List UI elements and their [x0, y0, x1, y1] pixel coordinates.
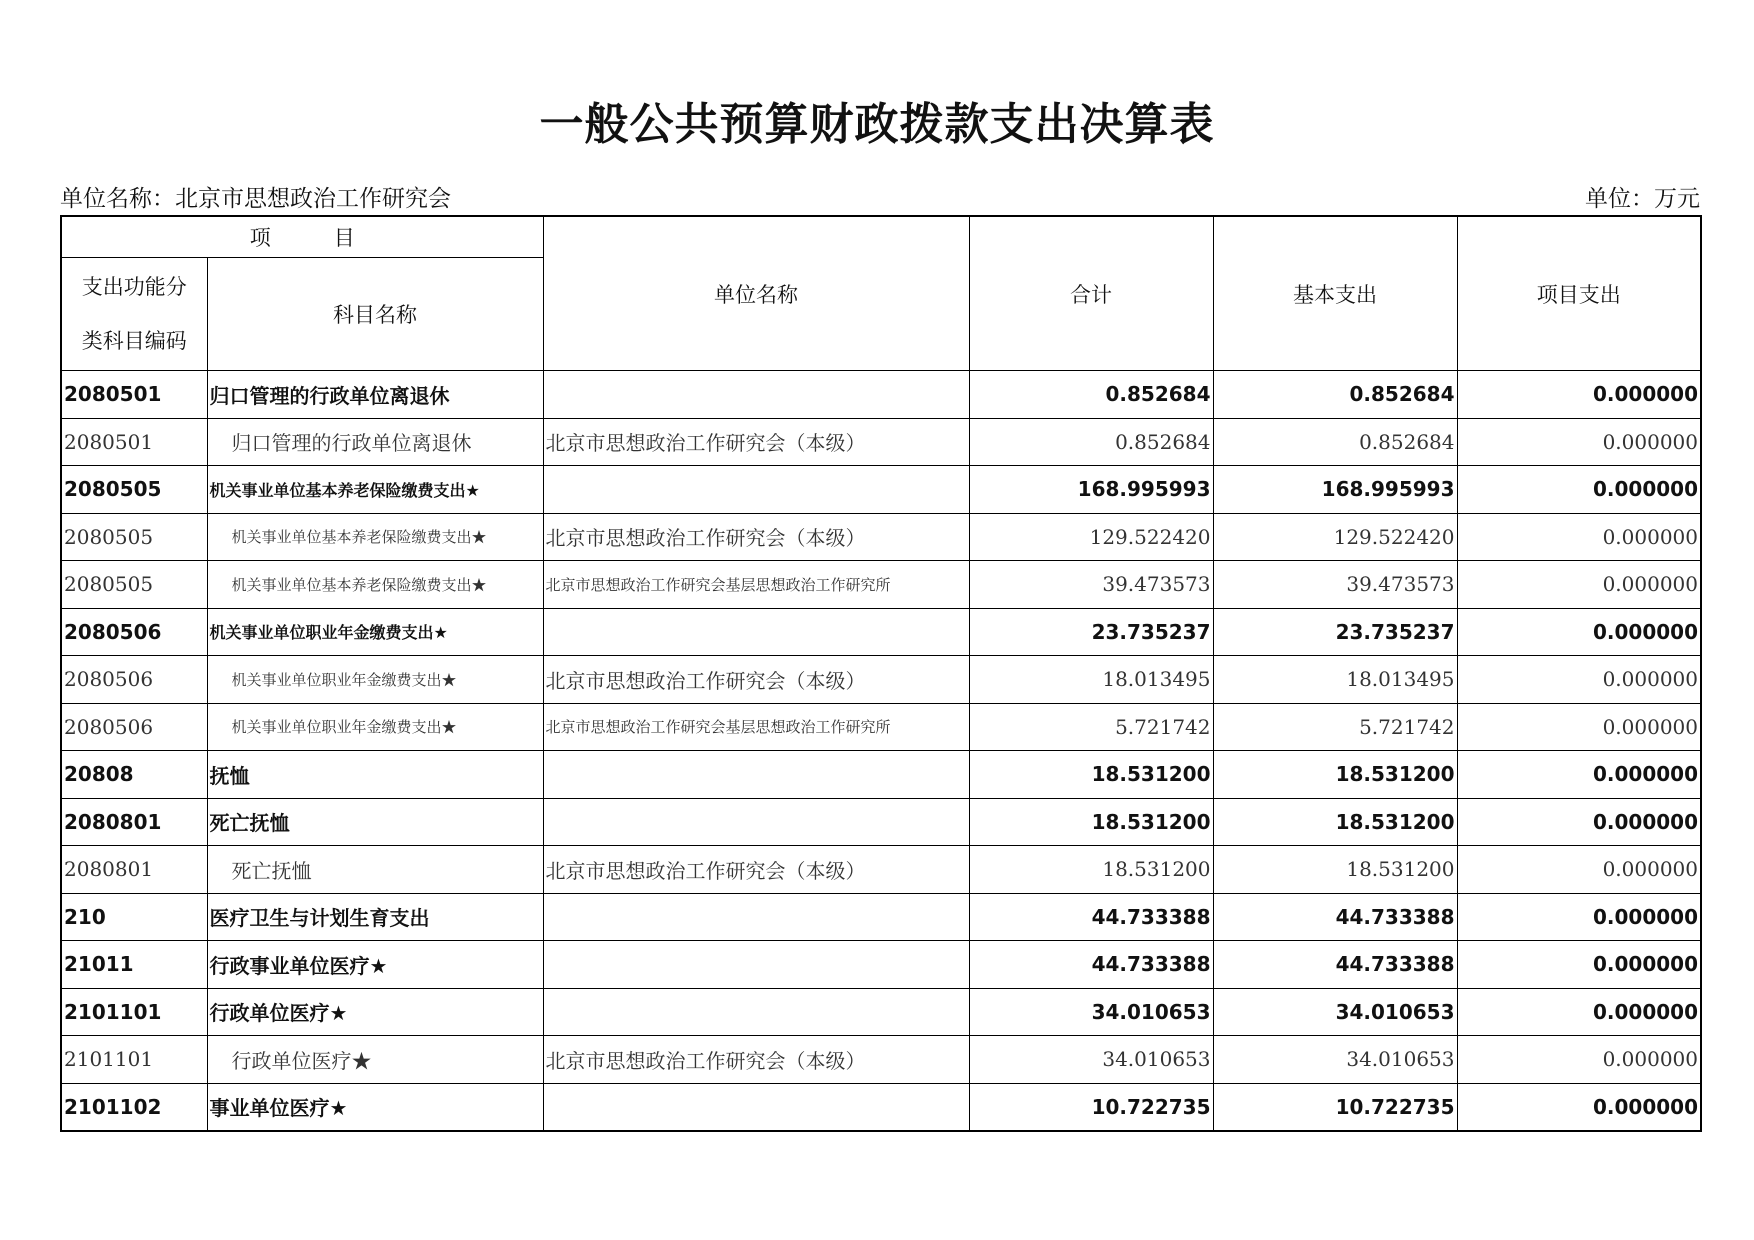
table-row — [61, 466, 1701, 514]
cell-project-expense: 0.000000 — [1457, 371, 1701, 419]
cell-basic: 18.531200 — [1213, 798, 1457, 846]
cell-code: 2080506 — [61, 656, 207, 704]
cell-code: 2080506 — [61, 608, 207, 656]
cell-org-name — [543, 988, 969, 1036]
cell-total: 18.531200 — [969, 846, 1213, 894]
expenditure-table — [60, 215, 1702, 1132]
header-project: 项 目 — [61, 216, 543, 258]
table-row — [61, 988, 1701, 1036]
cell-code: 2080506 — [61, 703, 207, 751]
cell-project-expense: 0.000000 — [1457, 798, 1701, 846]
cell-subject-name: 行政单位医疗★ — [207, 988, 543, 1036]
header-total: 合计 — [969, 216, 1213, 371]
cell-project-expense: 0.000000 — [1457, 751, 1701, 799]
cell-subject-name: 机关事业单位职业年金缴费支出★ — [207, 608, 543, 656]
cell-total: 0.852684 — [969, 418, 1213, 466]
cell-code: 2080505 — [61, 561, 207, 609]
cell-code: 20808 — [61, 751, 207, 799]
cell-basic: 168.995993 — [1213, 466, 1457, 514]
cell-subject-name: 机关事业单位职业年金缴费支出★ — [207, 656, 543, 704]
cell-code: 2101101 — [61, 1036, 207, 1084]
cell-subject-name: 抚恤 — [207, 751, 543, 799]
cell-org-name — [543, 371, 969, 419]
cell-subject-name: 归口管理的行政单位离退休 — [207, 418, 543, 466]
cell-basic: 18.531200 — [1213, 751, 1457, 799]
cell-subject-name: 死亡抚恤 — [207, 846, 543, 894]
cell-org-name: 北京市思想政治工作研究会（本级） — [543, 656, 969, 704]
table-row — [61, 418, 1701, 466]
cell-basic: 18.013495 — [1213, 656, 1457, 704]
cell-total: 0.852684 — [969, 371, 1213, 419]
cell-subject-name: 事业单位医疗★ — [207, 1083, 543, 1131]
cell-total: 18.531200 — [969, 798, 1213, 846]
header-basic: 基本支出 — [1213, 216, 1457, 371]
cell-basic: 44.733388 — [1213, 941, 1457, 989]
cell-total: 39.473573 — [969, 561, 1213, 609]
cell-basic: 129.522420 — [1213, 513, 1457, 561]
table-row — [61, 561, 1701, 609]
table-row — [61, 656, 1701, 704]
cell-project-expense: 0.000000 — [1457, 466, 1701, 514]
cell-org-name: 北京市思想政治工作研究会（本级） — [543, 1036, 969, 1084]
cell-project-expense: 0.000000 — [1457, 941, 1701, 989]
cell-code: 2101101 — [61, 988, 207, 1036]
cell-basic: 34.010653 — [1213, 1036, 1457, 1084]
table-row — [61, 846, 1701, 894]
cell-subject-name: 机关事业单位基本养老保险缴费支出★ — [207, 466, 543, 514]
cell-project-expense: 0.000000 — [1457, 1083, 1701, 1131]
cell-total: 18.531200 — [969, 751, 1213, 799]
cell-org-name: 北京市思想政治工作研究会（本级） — [543, 418, 969, 466]
cell-total: 5.721742 — [969, 703, 1213, 751]
cell-org-name — [543, 1083, 969, 1131]
cell-total: 44.733388 — [969, 941, 1213, 989]
cell-org-name — [543, 941, 969, 989]
cell-total: 18.013495 — [969, 656, 1213, 704]
cell-org-name — [543, 608, 969, 656]
currency-unit-label: 单位：万元 — [1585, 186, 1700, 212]
cell-basic: 5.721742 — [1213, 703, 1457, 751]
header-org: 单位名称 — [543, 216, 969, 371]
cell-project-expense: 0.000000 — [1457, 1036, 1701, 1084]
cell-project-expense: 0.000000 — [1457, 656, 1701, 704]
cell-total: 129.522420 — [969, 513, 1213, 561]
table-row — [61, 798, 1701, 846]
cell-project-expense: 0.000000 — [1457, 703, 1701, 751]
table-row — [61, 941, 1701, 989]
cell-basic: 23.735237 — [1213, 608, 1457, 656]
cell-total: 168.995993 — [969, 466, 1213, 514]
header-code: 支出功能分类科目编码 — [61, 258, 207, 371]
cell-code: 21011 — [61, 941, 207, 989]
cell-subject-name: 行政单位医疗★ — [207, 1036, 543, 1084]
cell-subject-name: 机关事业单位基本养老保险缴费支出★ — [207, 513, 543, 561]
cell-org-name — [543, 893, 969, 941]
cell-basic: 39.473573 — [1213, 561, 1457, 609]
cell-code: 210 — [61, 893, 207, 941]
cell-subject-name: 行政事业单位医疗★ — [207, 941, 543, 989]
cell-project-expense: 0.000000 — [1457, 893, 1701, 941]
cell-total: 34.010653 — [969, 988, 1213, 1036]
cell-project-expense: 0.000000 — [1457, 513, 1701, 561]
page-title: 一般公共预算财政拨款支出决算表 — [539, 99, 1215, 150]
cell-org-name — [543, 751, 969, 799]
cell-basic: 0.852684 — [1213, 371, 1457, 419]
cell-basic: 34.010653 — [1213, 988, 1457, 1036]
cell-org-name: 北京市思想政治工作研究会（本级） — [543, 846, 969, 894]
table-row — [61, 1036, 1701, 1084]
table-row — [61, 371, 1701, 419]
cell-basic: 18.531200 — [1213, 846, 1457, 894]
cell-code: 2080801 — [61, 798, 207, 846]
cell-subject-name: 机关事业单位职业年金缴费支出★ — [207, 703, 543, 751]
cell-total: 23.735237 — [969, 608, 1213, 656]
table-row — [61, 751, 1701, 799]
cell-code: 2080505 — [61, 513, 207, 561]
cell-project-expense: 0.000000 — [1457, 561, 1701, 609]
header-subject: 科目名称 — [207, 258, 543, 371]
cell-project-expense: 0.000000 — [1457, 846, 1701, 894]
table-row — [61, 608, 1701, 656]
cell-org-name — [543, 798, 969, 846]
cell-total: 10.722735 — [969, 1083, 1213, 1131]
cell-org-name — [543, 466, 969, 514]
unit-name-label: 单位名称：北京市思想政治工作研究会 — [60, 186, 451, 212]
table-row — [61, 513, 1701, 561]
cell-project-expense: 0.000000 — [1457, 418, 1701, 466]
cell-basic: 44.733388 — [1213, 893, 1457, 941]
cell-basic: 0.852684 — [1213, 418, 1457, 466]
cell-total: 44.733388 — [969, 893, 1213, 941]
cell-code: 2080501 — [61, 371, 207, 419]
cell-subject-name: 归口管理的行政单位离退休 — [207, 371, 543, 419]
cell-code: 2101102 — [61, 1083, 207, 1131]
cell-project-expense: 0.000000 — [1457, 608, 1701, 656]
cell-org-name: 北京市思想政治工作研究会基层思想政治工作研究所 — [543, 703, 969, 751]
cell-code: 2080801 — [61, 846, 207, 894]
cell-project-expense: 0.000000 — [1457, 988, 1701, 1036]
cell-subject-name: 机关事业单位基本养老保险缴费支出★ — [207, 561, 543, 609]
cell-code: 2080501 — [61, 418, 207, 466]
cell-subject-name: 死亡抚恤 — [207, 798, 543, 846]
header-project-expense: 项目支出 — [1457, 216, 1701, 371]
table-row — [61, 703, 1701, 751]
table-row — [61, 893, 1701, 941]
table-row — [61, 1083, 1701, 1131]
cell-code: 2080505 — [61, 466, 207, 514]
cell-subject-name: 医疗卫生与计划生育支出 — [207, 893, 543, 941]
cell-basic: 10.722735 — [1213, 1083, 1457, 1131]
cell-org-name: 北京市思想政治工作研究会（本级） — [543, 513, 969, 561]
cell-total: 34.010653 — [969, 1036, 1213, 1084]
cell-org-name: 北京市思想政治工作研究会基层思想政治工作研究所 — [543, 561, 969, 609]
